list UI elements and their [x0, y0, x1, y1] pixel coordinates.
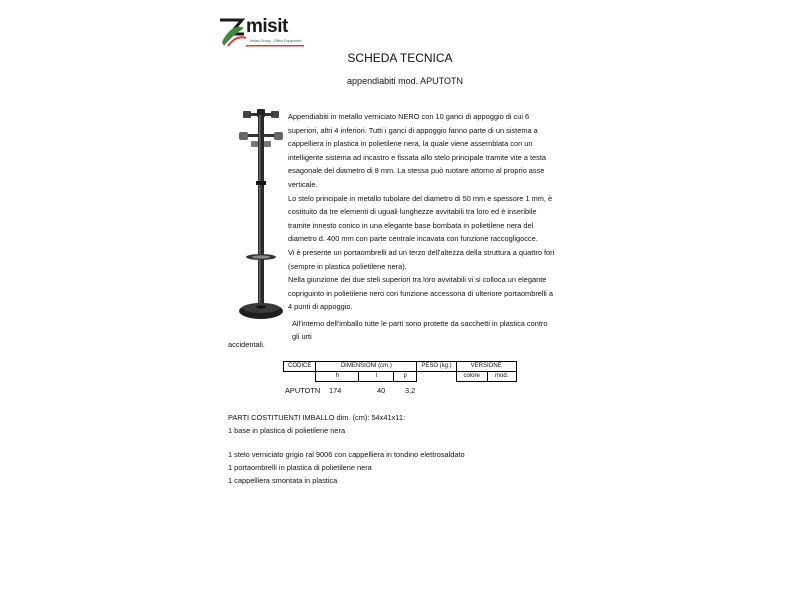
- row-weight: 3,2: [405, 386, 416, 395]
- list-item: 1 base in plastica di polietilene nera: [228, 425, 346, 435]
- subheader-p: p: [394, 372, 417, 382]
- header-version: VERSIONE: [456, 362, 516, 372]
- packaging-parts: [228, 412, 578, 488]
- row-h: 174: [329, 386, 342, 395]
- table-row: [285, 386, 525, 398]
- header-dimensions: DIMENSIONI (cm.): [316, 362, 417, 372]
- subheader-empty: [284, 372, 316, 382]
- list-item: 1 portaombrelli in plastica di polietilene nera: [228, 463, 372, 473]
- page-subtitle: appendiabiti mod. APUTOTN: [347, 76, 463, 86]
- description-paragraph-4: Nella giunzione dei due steli superiori tra loro avvitabili vi si colloca un elegante copriguinto in polietilene nero con funzione accessoria di ulteriore portaombrelli a 4 punti di appoggio.: [288, 275, 553, 312]
- row-code: APUTOTN: [285, 386, 321, 395]
- coat-rack-image: [236, 107, 286, 329]
- list-item: 1 stelo verniciato grigio ral 9006 con cappelliera in tondino elettrosaldato: [228, 450, 465, 460]
- brand-name: misit: [246, 16, 288, 37]
- page-title: SCHEDA TECNICA: [347, 51, 453, 65]
- brand-tagline: Italian Group - Office Equipment: [250, 39, 302, 43]
- subheader-weight-empty: [417, 372, 456, 382]
- description-paragraph-3: Vi è presente un portaombrelli ad un terzo dell'altezza della struttura a quattro fori (sempre in plastica polietilene nera).: [288, 247, 555, 271]
- description-paragraph-1: Appendiabiti in metallo verniciato NERO con 10 ganci di appoggio di cui 6 superiori, altri 4 inferiori. Tutti i ganci di appoggio fanno parte di un sistema a cappelliera in plastica in polietilene nera, la quale viene assemblata con un intelligente sistema ad incastro e fissata allo stelo principale tramite vite a testa esagonale del diametro di 8 mm. La stessa può ruotare attorno al proprio asse verticale.: [288, 112, 546, 189]
- packaging-note-line-1: All'interno dell'imballo tutte le parti sono protette da sacchetti in plastica contro gli urti: [292, 319, 548, 341]
- header-weight: PESO (kg.): [417, 362, 456, 372]
- spec-table: [283, 361, 517, 382]
- subheader-model: mod.: [487, 372, 516, 382]
- packaging-note: [228, 318, 550, 343]
- subheader-h: h: [316, 372, 359, 382]
- row-p: 40: [377, 386, 386, 395]
- subheader-l: l: [359, 372, 394, 382]
- product-description: [288, 110, 556, 314]
- header-code: CODICE: [284, 362, 316, 372]
- packaging-note-line-2: accidentali.: [228, 340, 265, 349]
- parts-title: PARTI COSTITUENTI IMBALLO dim. (cm): 54x41x11:: [228, 413, 406, 422]
- subheader-color: colore: [456, 372, 487, 382]
- description-paragraph-2: Lo stelo principale in metallo tubolare del diametro di 50 mm e spessore 1 mm, è costituito da tre elementi di uguali lunghezze avvitabili tra loro ed è inseribile tramite innesto conico in una elegante base bombata in polietilene nera del diametro d. 400 mm con parte centrale incavata con funzione raccogligocce.: [288, 193, 553, 244]
- list-item: 1 cappelliera smontata in plastica: [228, 475, 338, 485]
